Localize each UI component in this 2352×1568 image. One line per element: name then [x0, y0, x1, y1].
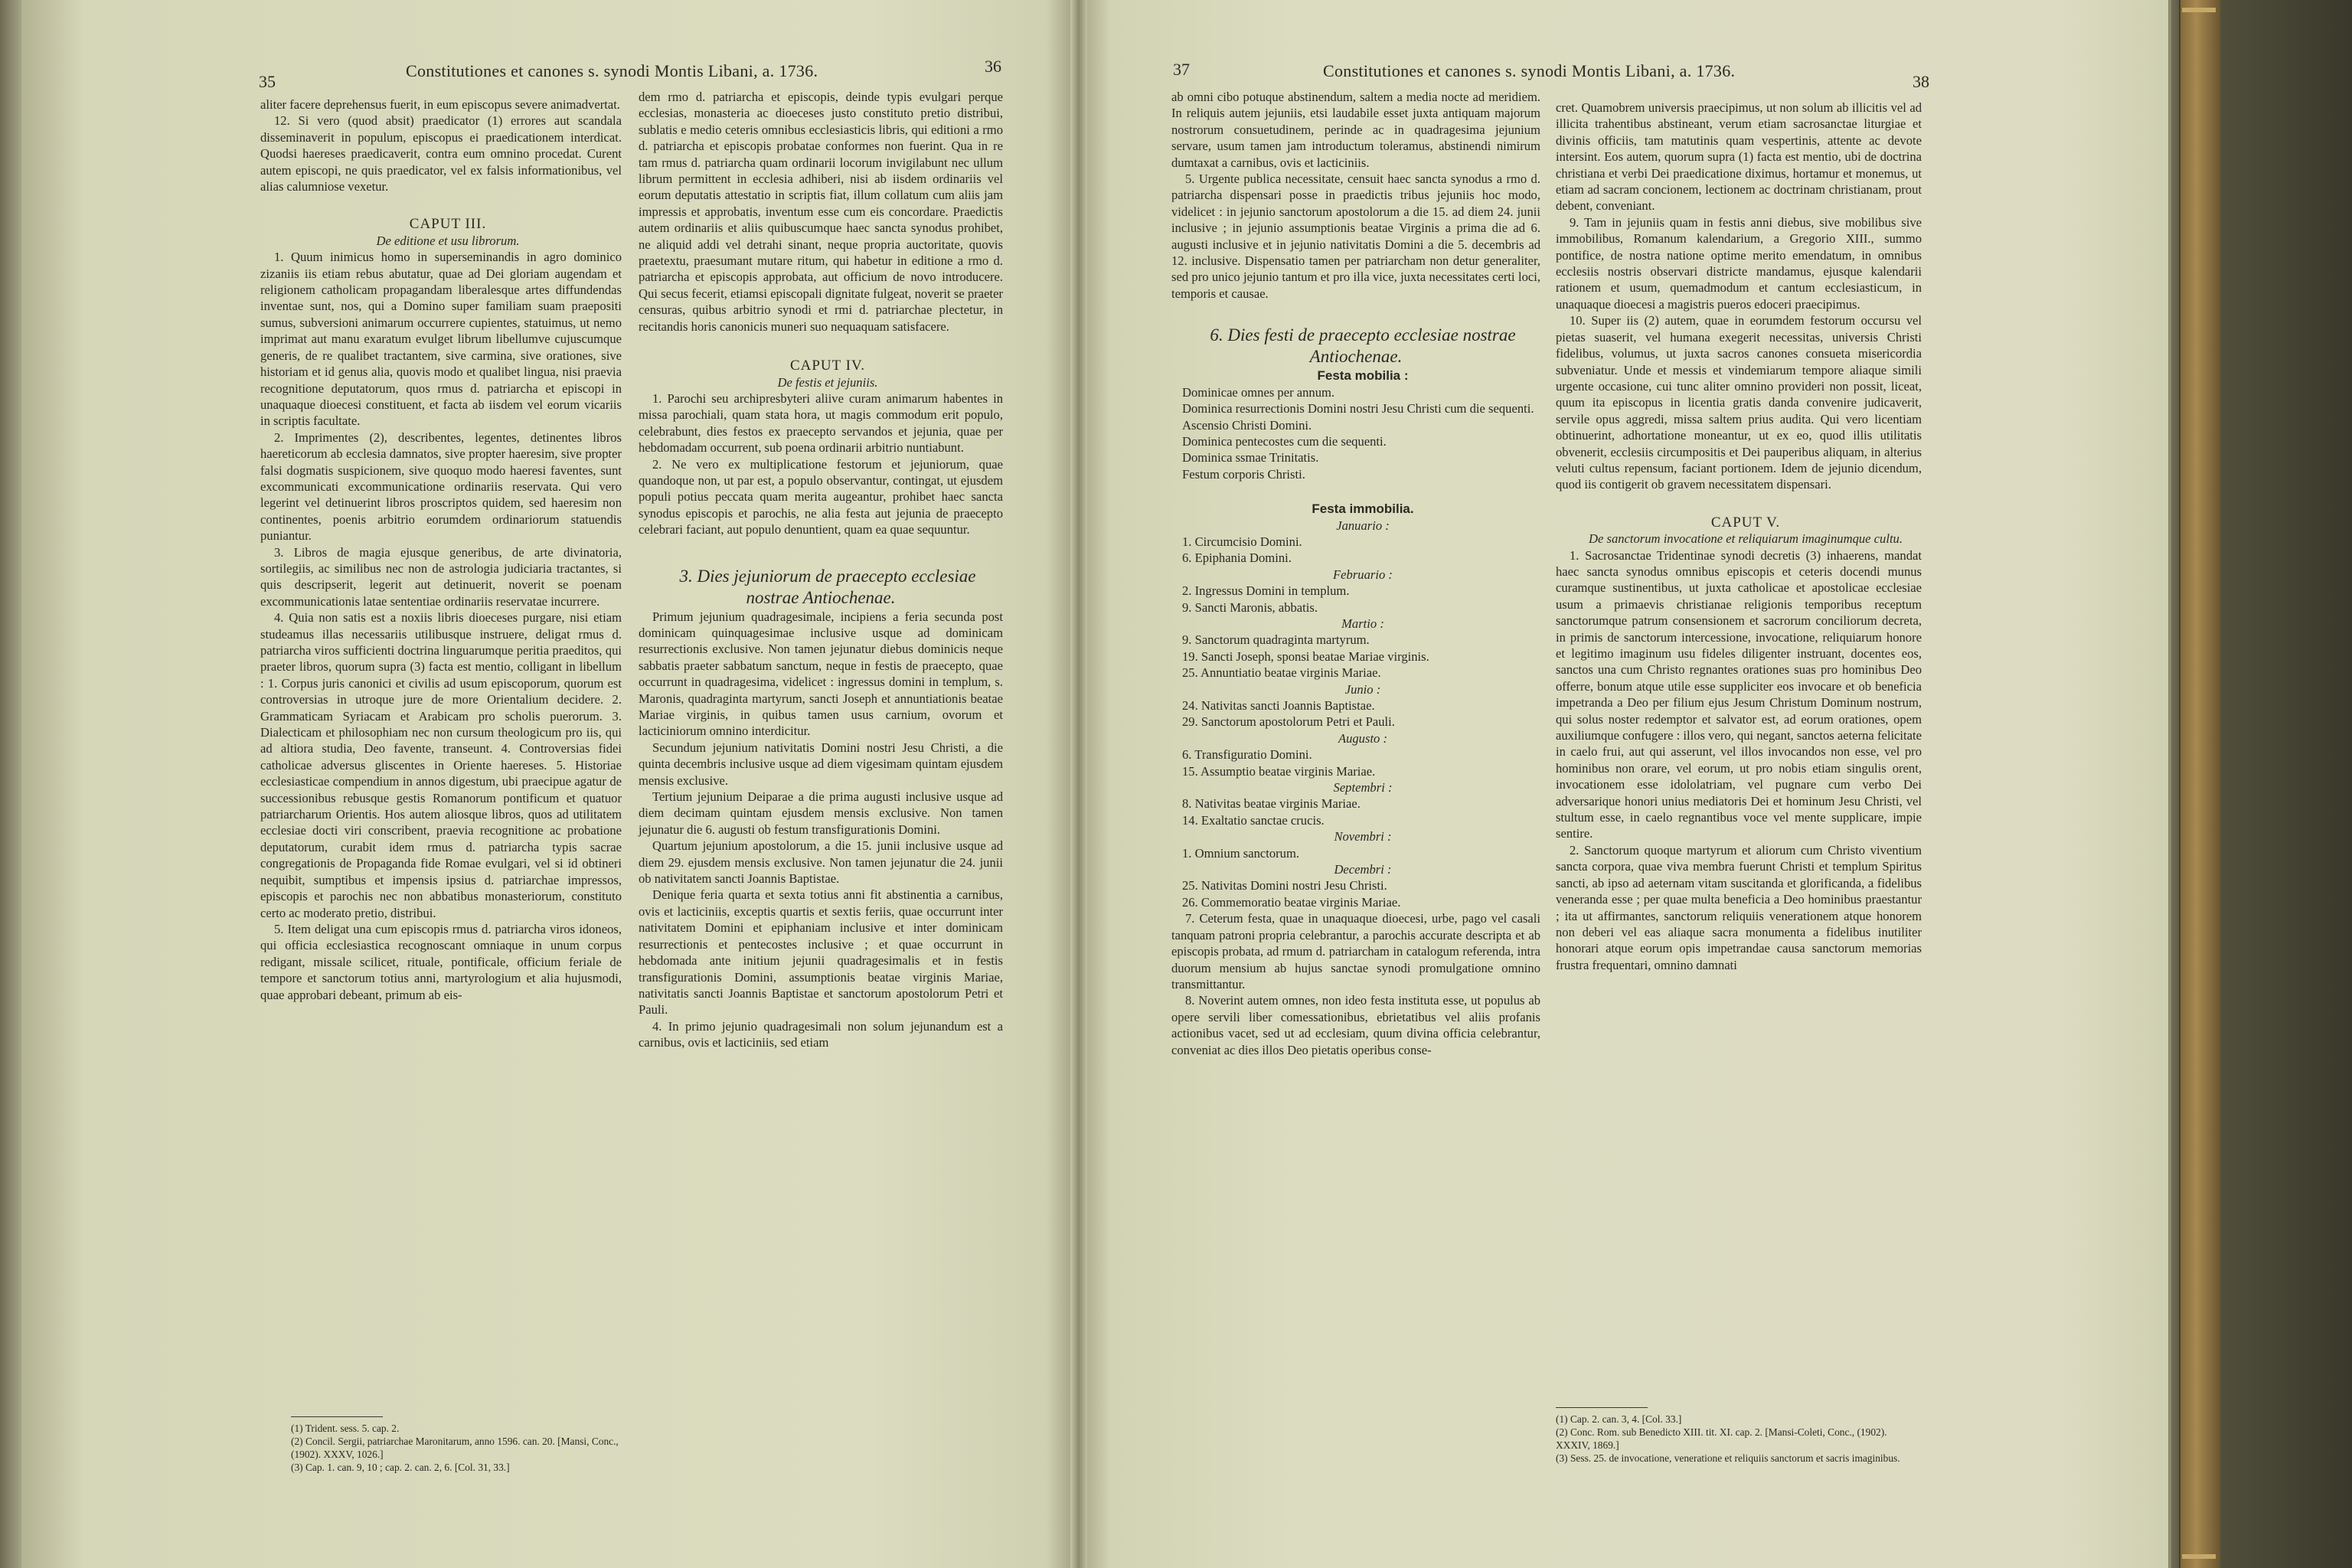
- page-number: 37: [1173, 60, 1190, 79]
- feast-item: Dominicae omnes per annum.: [1182, 384, 1335, 400]
- feast-item: 1. Omnium sanctorum.: [1182, 845, 1300, 861]
- page-number: 35: [259, 72, 276, 91]
- month-label: Februario :: [1333, 567, 1393, 582]
- chapter-subtitle: De festis et jejuniis.: [777, 374, 878, 390]
- footnote: (3) Cap. 1. can. 9, 10 ; cap. 2. can. 2, 6. [Col. 31, 33.]: [291, 1462, 510, 1473]
- month-label: Junio :: [1344, 681, 1381, 697]
- book-spine: [2179, 0, 2220, 1568]
- paragraph: dem rmo d. patriarcha et episcopis, deinde typis evulgari perque ecclesias, monasteria ac dioeceses justo constituto pretio distribui, sublatis e medio ceteris omnibus ecclesiasticis libris, qui editioni a rmo d. patriarcha et episcopis probatae conformes non fuerint. Qua in re tam rmus d. patriarcha quam ordinarii locorum invigilabunt nec ullum librum permittent in ecclesia adhiberi, nisi ab iisdem ordinariis vel eorum deputatis attestatio in scriptis fiat, illum collatum cum aliis jam impressis et approbatis, inventum esse cum eis concordare. Praedictis autem ordinariis et aliis quibuscumque haec sancta synodus prohibet, ne aliquid addi vel detrahi sinant, neque propria auctoritate, quovis praetextu, praesumant mutare ritum, qui habetur in editione a rmo d. patriarcha et episcopis approbata, aut officium de novo introducere. Qui secus fecerit, etiamsi episcopali dignitate fulgeat, noverit se praeter censuras, quibus arbitrio synodi et rmi d. patriarchae plectetur, in recitandis horis canonicis muneri suo nequaquam satisfacere.: [639, 90, 1003, 334]
- book-gutter: [1070, 0, 1087, 1568]
- chapter-heading: CAPUT III.: [409, 216, 487, 233]
- section-heading: 6. Dies festi de praecepto ecclesiae nostrae Antiochenae.: [1210, 325, 1516, 367]
- running-header: Constitutiones et canones s. synodi Montis Libani, a. 1736.: [406, 61, 818, 80]
- paragraph: 1. Quum inimicus homo in superseminandis in agro dominico zizaniis iis etiam rebus abutatur, quae ad Dei gloriam augendam et religionem catholicam propagandam liberalesque artes diffundendas inventae sunt, nos, qui a Domino super familiam suam praepositi sumus, subversioni animarum occurrere cupientes, statuimus, ut nemo imprimat aut manu exaratum evulget librum libellumve cujuscumque generis, de re qualibet tractantem, sive carmina, sive orationes, sive historiam et id genus alia, quovis modo et qualibet lingua, nisi praevia recognitione deputatorum, quos rmus d. patriarcha et episcopi in unaquaque dioecesi constituent, et facta ab iisdem vel eorum vicariis in scriptis facultate.: [260, 250, 622, 429]
- feast-item: 15. Assumptio beatae virginis Mariae.: [1182, 763, 1376, 779]
- feast-item: 6. Epiphania Domini.: [1182, 550, 1292, 566]
- chapter-subtitle: De sanctorum invocatione et reliquiarum imaginumque cultu.: [1588, 531, 1903, 547]
- footnote-rule: [291, 1416, 383, 1417]
- footnote: (2) Conc. Rom. sub Benedicto XIII. tit. XI. cap. 2. [Mansi-Coleti, Conc., (1902). XXXIV, 1869.]: [1556, 1426, 1887, 1451]
- feast-item: 24. Nativitas sancti Joannis Baptistae.: [1182, 698, 1375, 713]
- feast-item: 6. Transfiguratio Domini.: [1182, 747, 1312, 763]
- paragraph: 1. Parochi seu archipresbyteri aliive curam animarum habentes in missa parochiali, quam stata hora, ut magis commodum erit populo, celebrabunt, dies festos ex praecepto servandos et jejunia, quae per hebdomadam occurrent, sub poena ordinarii arbitrio nuntiabunt.: [639, 390, 1003, 456]
- spine-band: [2182, 1554, 2216, 1559]
- text-column-3: [1171, 89, 1540, 1058]
- chapter-subtitle: De editione et usu librorum.: [376, 233, 520, 248]
- paragraph: 2. Sanctorum quoque martyrum et aliorum cum Christo viventium sancta corpora, quae viva membra fuerunt Christi et templum Spiritus sancti, ab ipso ad aeternam vitam suscitanda et glorificanda, a fidelibus veneranda esse ; per quae multa beneficia a Deo hominibus praestantur ; ita ut affirmantes, sanctorum reliquiis venerationem atque honorem non deberi vel eas aliaque sacra monumenta a fidelibus inutiliter honorari atque eorum opis impetrandae causa sanctorum memorias frustra frequentari, omnino damnati: [1556, 842, 1922, 972]
- footnote-rule: [1556, 1407, 1648, 1408]
- paragraph: Quartum jejunium apostolorum, a die 15. junii inclusive usque ad diem 29. ejusdem mensis exclusive. Non tamen jejunatur die 24. junii ob nativitatem sancti Joannis Baptistae.: [639, 838, 1003, 887]
- month-label: Novembri :: [1334, 829, 1392, 844]
- footnote: (2) Concil. Sergii, patriarchae Maronitarum, anno 1596. can. 20. [Mansi, Conc., (1902). XXXV, 1026.]: [291, 1436, 619, 1460]
- month-label: Martio :: [1341, 616, 1384, 631]
- text-column-1: [260, 96, 622, 1003]
- paragraph: 1. Sacrosanctae Tridentinae synodi decretis (3) inhaerens, mandat haec sancta synodus omnibus episcopis et ceteris docendi munus curamque sustinentibus, ut juxta catholicae et apostolicae ecclesiae usum a primaevis christianae religionis temporibus receptum sanctorumque patrum consensionem et sacrorum conciliorum decreta, in primis de sanctorum intercessione, invocatione, reliquiarum honore et legitimo imaginum usu fideles diligenter instruant, docentes eos, sanctos una cum Christo regnantes orationes suas pro hominibus Deo offerre, bonum atque utile esse suppliciter eos invocare et ob beneficia impetranda a Deo per filium ejus Jesum Christum Dominum nostrum, qui solus noster redemptor et salvator est, ad eorum orationes, opem auxiliumque confugere : illos vero, qui negant, sanctos aeterna felicitate in caelo frui, aut qui asserunt, vel illos invocandos non esse, vel pro hominibus non orare, vel eorum, ut pro nobis etiam singulis orent, invocationem esse idololatriam, vel pugnare cum verbo Dei adversarique honori unius mediatoris Dei et hominum Jesu Christi, vel stultum esse, in caelo regnantibus voce vel mente supplicare, impie sentire.: [1556, 547, 1922, 841]
- paragraph: Tertium jejunium Deiparae a die prima augusti inclusive usque ad diem decimam quintam ejusdem mensis exclusive. Non tamen jejunatur die 6. augusti ob festum transfigurationis Domini.: [639, 789, 1003, 837]
- paragraph: Primum jejunium quadragesimale, incipiens a feria secunda post dominicam quinquagesimae inclusive usque ad dominicam resurrectionis exclusive. Non tamen jejunatur diebus dominicis neque sabbatis praeter sabbatum sanctum, neque in festis de praecepto, quae occurrunt in quadragesima, videlicet : ingressus domini in templum, s. Maronis, quadraginta martyrum, sancti Joseph et annuntiationis beatae Mariae virginis, in quibus tamen usus carnium, ovorum et lacticiniorum omnino interdicitur.: [639, 609, 1003, 739]
- footnotes: [291, 1416, 643, 1474]
- page-number: 36: [985, 57, 1001, 76]
- paragraph: aliter facere deprehensus fuerit, in eum episcopus severe animadvertat.: [260, 97, 620, 112]
- feast-group-title: Festa mobilia :: [1317, 368, 1409, 384]
- paragraph: 4. In primo jejunio quadragesimali non solum jejunandum est a carnibus, ovis et lacticiniis, sed etiam: [639, 1018, 1003, 1050]
- feast-item: 2. Ingressus Domini in templum.: [1182, 583, 1350, 599]
- footnote: (1) Cap. 2. can. 3, 4. [Col. 33.]: [1556, 1413, 1682, 1425]
- paragraph: 2. Ne vero ex multiplicatione festorum et jejuniorum, quae quandoque non, ut par est, a populo observantur, contingat, ut ejusdem populi potius peccata quam merita augeantur, prohibet haec sancta synodus episcopis et parochis, ne alia festa aut jejunia de praecepto celebrari faciant, aut populo denuntient, quam ea quae sequuntur.: [639, 456, 1003, 537]
- page-number: 38: [1913, 72, 1929, 91]
- paragraph: 5. Item deligat una cum episcopis rmus d. patriarcha viros idoneos, qui officia ecclesiastica recognoscant omniaque in unum corpus redigant, missale scilicet, rituale, pontificale, officium feriale de tempore et sanctorum totius anni, martyrologium et alia hujusmodi, quae approbari debeant, primum ab eis-: [260, 921, 622, 1002]
- feast-item: 1. Circumcisio Domini.: [1182, 534, 1302, 549]
- feast-item: Festum corporis Christi.: [1182, 466, 1305, 482]
- paragraph: Secundum jejunium nativitatis Domini nostri Jesu Christi, a die quinta decembris inclusive usque ad diem vigesimam quintam ejusdem mensis exclusive.: [639, 740, 1003, 788]
- chapter-heading: CAPUT V.: [1710, 514, 1781, 531]
- spine-band: [2182, 8, 2216, 12]
- feast-item: 14. Exaltatio sanctae crucis.: [1182, 812, 1325, 828]
- feast-item: 26. Commemoratio beatae virginis Mariae.: [1182, 894, 1401, 910]
- feast-item: Ascensio Christi Domini.: [1182, 417, 1312, 433]
- feast-item: 25. Nativitas Domini nostri Jesu Christi.: [1182, 878, 1387, 893]
- running-header: Constitutiones et canones s. synodi Montis Libani, a. 1736.: [1323, 61, 1736, 80]
- paragraph: 5. Urgente publica necessitate, censuit haec sancta synodus a rmo d. patriarcha dispensari posse in praedictis tribus jejuniis hoc modo, videlicet : in jejunio sanctorum apostolorum a die 15. ad diem 24. junii inclusive ; in jejunio assumptionis beatae Virginis a prima die ad 6. augusti inclusive et in jejunio nativitatis Domini a die 5. decembris ad 12. inclusive. Dispensatio tamen per patriarcham non detur generaliter, sed pro unico jejunio tantum et pro illa vice, juxta necessitates certi loci, temporis et causae.: [1171, 172, 1540, 301]
- paragraph: 3. Libros de magia ejusque generibus, de arte divinatoria, sortilegiis, ac similibus nec non de astrologia judiciaria tractantes, si quis descripserit, legerit aut detinuerit, noverit se poenam excommunicationis latae sententiae ordinariis reservatae incurrere.: [260, 544, 622, 609]
- paragraph: 7. Ceterum festa, quae in unaquaque dioecesi, urbe, pago vel casali tanquam patroni propria celebrantur, a parochis accurate descripta et ab episcopis probata, ad rmum d. patriarcham in catalogum referenda, intra duorum mensium ab hujus sanctae synodi promulgatione omnino transmittantur.: [1171, 911, 1540, 991]
- month-label: Decembri :: [1334, 862, 1392, 877]
- month-label: Augusto :: [1338, 730, 1388, 746]
- footnote: (3) Sess. 25. de invocatione, veneratione et reliquiis sanctorum et sacris imaginibus.: [1556, 1452, 1900, 1464]
- feast-item: 9. Sancti Maronis, abbatis.: [1182, 599, 1318, 615]
- paragraph: 10. Super iis (2) autem, quae in eorumdem festorum occursu vel pietas suaserit, vel humana exegerit necessitas, universis Christi fidelibus, volumus, ut juxta sacros canones consueta misericordia subveniatur. Unde et messis et vindemiarum tempore aliaque simili urgente occasione, cui tunc aliter omnino provideri non possit, liceat, quum ita episcopus in licentia gratis danda convenire judicaverit, servile opus aggredi, missa saltem prius audita. Qui vero licentiam obtinuerint, adhortatione moneantur, ut ex eo, quod illis utilitatis obvenerit, ecclesiis circumpositis et Dei pauperibus aliquam, in alterius veluti cultus repensum, faciant portionem. Idem de jejunio dicendum, quod iis contigerit ob gravem necessitatem dispensari.: [1556, 313, 1922, 492]
- feast-item: 29. Sanctorum apostolorum Petri et Pauli.: [1182, 714, 1395, 730]
- paragraph: 4. Quia non satis est a noxiis libris dioeceses purgare, nisi etiam studeamus illas necessariis utilibusque instruere, deligat rmus d. patriarcha viros sufficienti doctrina linguarumque peritia praeditos, qui praeter libros, quorum supra (3) facta est mentio, colligant in libellum : 1. Corpus juris canonici et civilis ad usum episcoporum, quorum est controversias in utroque jure de more Orientalium decidere. 2. Grammaticam Syriacam et Arabicam pro scholis puerorum. 3. Dialecticam et philosophiam nec non cursum theologicum pro iis, qui ad altiora studia, Deo favente, transeunt. 4. Controversias fidei catholicae adversus gliscentes in Oriente haereses. 5. Historiae ecclesiasticae compendium in annos digestum, ubi praecipue agatur de successionibus rebusque gestis Romanorum pontificum et quatuor patriarcharum Orientis. Hos autem aliosque libros, quos ad utilitatem ecclesiae docti viri conscribent, praevia recognitione ac probatione deputatorum, curabit idem rmus d. patriarcha typis sacrae congregationis de Propaganda fide Romae evulgari, vel si id obtineri nequibit, sumptibus et impensis ipsius d. patriarchae impressos, episcopis et parochis nec non abbatibus monasteriorum, constituto certo ac moderato pretio, distribui.: [260, 610, 622, 920]
- text-column-2: [639, 89, 1003, 1051]
- month-label: Septembri :: [1333, 780, 1393, 795]
- feast-item: 25. Annuntiatio beatae virginis Mariae.: [1182, 665, 1381, 681]
- paragraph: 2. Imprimentes (2), describentes, legentes, detinentes libros haereticorum ab ecclesia damnatos, sive propter haeresim, sive propter falsi dogmatis suspicionem, sive quoquo modo haeresi faventes, sunt excommunicati excommunicatione ordinariis reservata. Qui vero legerint vel detinuerint libros proscriptos quidem, sed haeresim non continentes, poenis arbitrio eorumdem ordinariorum statuendis puniantur.: [260, 430, 622, 544]
- section-heading: 3. Dies jejuniorum de praecepto ecclesiae nostrae Antiochenae.: [679, 566, 976, 607]
- text-column-4: [1556, 100, 1922, 973]
- paragraph: Denique feria quarta et sexta totius anni fit abstinentia a carnibus, ovis et lacticiniis, exceptis quartis et sextis feriis, quae occurrunt inter nativitatem Domini et epiphaniam inclusive et inter dominicam resurrectionis et pentecostes inclusive ; et quae occurrunt in hebdomada ante initium jejunii quadragesimalis et in festis transfigurationis Domini, assumptionis beatae virginis Mariae, nativitatis sancti Joannis Baptistae et sanctorum apostolorum Petri et Pauli.: [639, 887, 1003, 1018]
- paragraph: 12. Si vero (quod absit) praedicator (1) errores aut scandala disseminaverit in populum, episcopus ei praedicationem interdicat. Quodsi haereses praedicaverit, contra eum omnino procedat. Curent autem episcopi, ne quis praedicator, vel ex falsis informationibus, vel alias calumniose vexetur.: [260, 113, 622, 194]
- chapter-heading: CAPUT IV.: [789, 358, 866, 374]
- feast-item: Dominica resurrectionis Domini nostri Jesu Christi cum die sequenti.: [1182, 401, 1534, 416]
- feast-item: 19. Sancti Joseph, sponsi beatae Mariae virginis.: [1182, 648, 1429, 664]
- paragraph: cret. Quamobrem universis praecipimus, ut non solum ab illicitis vel ad illicita trahentibus abstineant, verum etiam sacrosanctae liturgiae et divinis officiis, tam matutinis quam vespertinis, attente ac devote intersint. Eos autem, quorum supra (1) facta est mentio, ubi de doctrina christiana et verbi Dei praedicatione diximus, hortamur et monemus, ut etiam ad sacram concionem, lectionem ac doctrinam christianam, prout debent, conveniant.: [1556, 100, 1922, 214]
- paragraph: 9. Tam in jejuniis quam in festis anni diebus, sive mobilibus sive immobilibus, Romanum kalendarium, a Gregorio XIII., summo pontifice, de nostra natione optime merito emendatum, in omnibus ecclesiis nostris observari districte mandamus, ejusque kalendarii rationem et usum, quemadmodum et cantum ecclesiasticum, in unaquaque dioecesi a magistris pueros edoceri praecipimus.: [1556, 214, 1922, 312]
- paragraph: ab omni cibo potuque abstinendum, saltem a media nocte ad meridiem. In reliquis autem jejuniis, etsi laudabile esset juxta antiquam majorum nostrorum consuetudinem, perinde ac in quadragesima jejunium servare, usum tamen jam introductum toleramus, abstinendi nimirum dumtaxat a carnibus, ovis et lacticiniis.: [1171, 90, 1540, 170]
- month-label: Januario :: [1336, 518, 1390, 533]
- feast-item: Dominica ssmae Trinitatis.: [1182, 450, 1319, 466]
- footnote: (1) Trident. sess. 5. cap. 2.: [291, 1423, 400, 1434]
- feast-group-title: Festa immobilia.: [1312, 501, 1414, 517]
- feast-item: 9. Sanctorum quadraginta martyrum.: [1182, 632, 1370, 648]
- feast-item: Dominica pentecostes cum die sequenti.: [1182, 433, 1387, 449]
- feast-item: 8. Nativitas beatae virginis Mariae.: [1182, 796, 1361, 812]
- footnotes: [1556, 1407, 1922, 1465]
- book-edge-left: [0, 0, 23, 1568]
- paragraph: 8. Noverint autem omnes, non ideo festa instituta esse, ut populus ab opere servili liber comessationibus, ebrietatibus vel aliis profanis actionibus vacet, sed ut ad ecclesiam, quum divina officia celebrantur, conveniat ac dies illos Deo pietatis operibus conse-: [1171, 993, 1540, 1057]
